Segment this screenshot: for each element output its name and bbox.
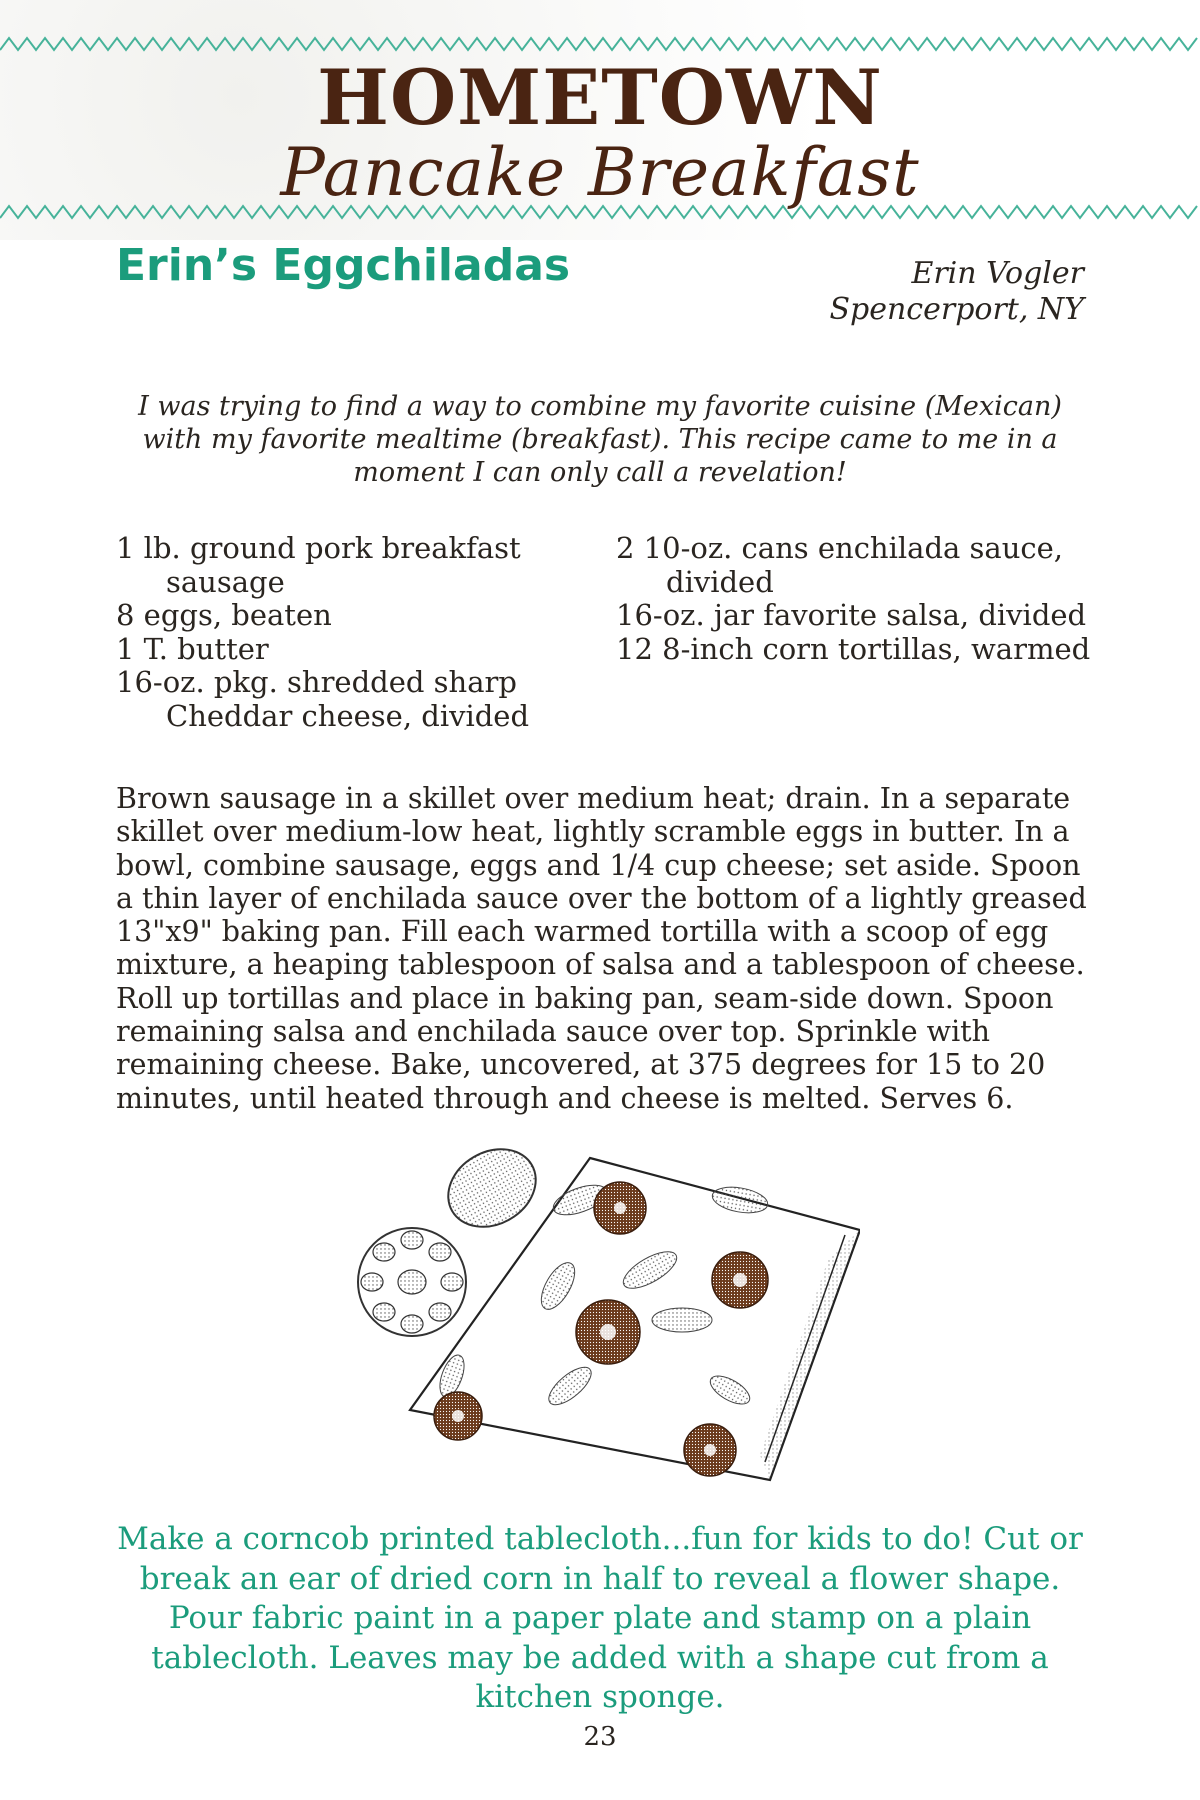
recipe-byline (829, 256, 1084, 328)
zigzag-border-bottom (0, 202, 1200, 226)
ingredient-item: 8 eggs, beaten (116, 598, 332, 632)
sponge-icon (434, 1140, 550, 1242)
recipe-location: Spencerport, NY (829, 292, 1084, 327)
ingredient-item: 16-oz. jar favorite salsa, divided (616, 598, 1087, 632)
page-number: 23 (583, 1722, 617, 1752)
ingredient-item: 12 8-inch corn tortillas, warmed (616, 631, 1091, 666)
ingredients-left (116, 532, 546, 733)
recipe-directions: Brown sausage in a skillet over medium heat; drain. In a separate skillet over medium-low heat, lightly scramble eggs in butter. In a bowl, combine sausage, eggs and 1/4 cup cheese; set aside. Spoon a thin layer of enchilada sauce over the bottom of a lightly greased 13"x9" baking pan. Fill each warmed tortilla with a scoop of egg mixture, a heaping tablespoon of salsa and a tablespoon of cheese. Roll up tortillas and place in baking pan, seam-side down. Spoon remaining salsa and enchilada sauce over top. Sprinkle with remaining cheese. Bake, uncovered, at 375 degrees for 15 to 20 minutes, until heated through and cheese is melted. Serves 6. (116, 782, 1087, 1115)
recipe-author: Erin Vogler (911, 256, 1084, 291)
header-banner (0, 0, 1200, 240)
banner-title: HOMETOWN (317, 53, 883, 142)
recipe-title: Erin’s Eggchiladas (116, 240, 571, 291)
recipe-intro: I was trying to find a way to combine my favorite cuisine (Mexican) with my favorite mealtime (breakfast). This recipe came to me in a moment I can only call a revelation! (138, 391, 1062, 488)
ingredient-item: 16-oz. pkg. shredded sharp Cheddar cheese, divided (116, 665, 530, 733)
ingredient-item: 1 lb. ground pork breakfast sausage (116, 531, 521, 599)
ingredient-item: 2 10-oz. cans enchilada sauce, divided (616, 531, 1063, 599)
banner-subtitle: Pancake Breakfast (280, 134, 920, 211)
ingredient-item: 1 T. butter (116, 631, 269, 666)
craft-tip: Make a corncob printed tablecloth...fun for kids to do! Cut or break an ear of dried corn in half to reveal a flower shape. Pour fabric paint in a paper plate and stamp on a plain tablecloth. Leaves may be added with a shape cut from a kitchen sponge. (117, 1521, 1083, 1715)
ingredients-right (616, 532, 1136, 666)
corncob-slice-icon (358, 1228, 466, 1336)
tablecloth-illustration (340, 1140, 860, 1490)
